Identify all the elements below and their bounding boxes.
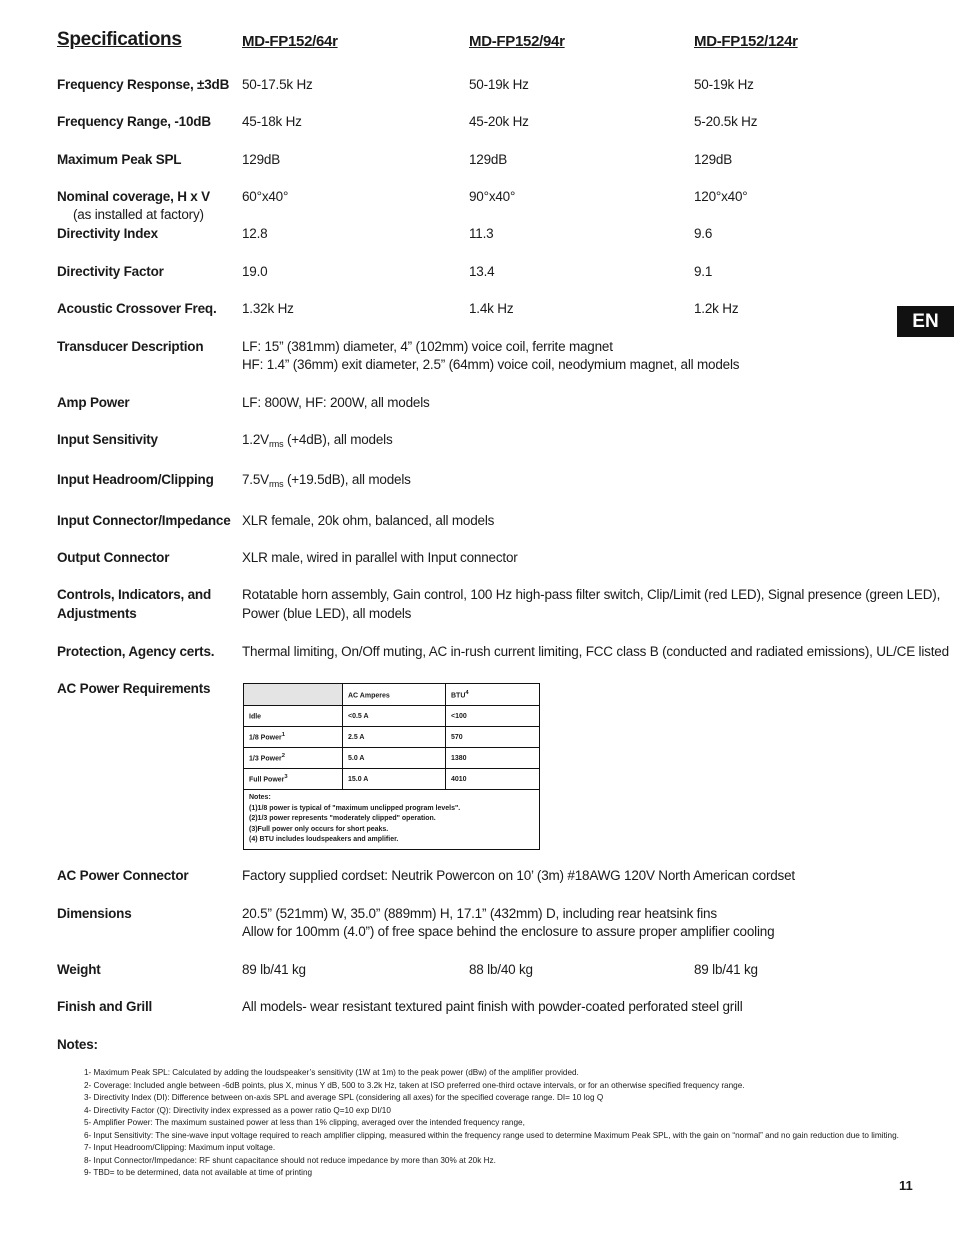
footnote: 8- Input Connector/Impedance: RF shunt capacitance should not reduce impedance by more than 30% at 20k Hz. [84,1155,496,1165]
spec-label: Weight [57,962,101,977]
table-row [244,769,540,790]
footnote: 3- Directivity Index (DI): Difference between on-axis SPL and average SPL (considering all axes) for the specified coverage range. DI= 10 log Q [84,1093,604,1102]
table-row [244,748,540,769]
spec-value: 5-20.5k Hz [694,114,758,129]
table-cell [244,706,343,727]
spec-value [242,471,411,493]
table-header-cell [244,684,343,706]
spec-value: Factory supplied cordset: Neutrik Powercon on 10’ (3m) #18AWG 120V North American cordset [242,868,795,883]
spec-value: XLR female, 20k ohm, balanced, all models [242,513,495,528]
spec-label: Nominal coverage, H x V [57,189,210,204]
footnote: 4- Directivity Factor (Q): Directivity index expressed as a power ratio Q=10 exp DI/10 [84,1105,391,1115]
spec-value: 129dB [469,152,508,167]
spec-value: 1.4k Hz [469,301,514,316]
spec-value: 13.4 [469,264,495,279]
language-tab[interactable]: EN [897,306,954,337]
spec-sublabel: (as installed at factory) [73,207,204,222]
spec-value: 88 lb/40 kg [469,962,533,977]
spec-value: All models- wear resistant textured paint finish with powder-coated perforated steel grill [242,999,743,1014]
table-note: (4) BTU includes loudspeakers and amplifier. [249,836,399,843]
footnote: 2- Coverage: Included angle between -6dB points, plus X, minus Y dB, 500 to 3.2k Hz, taken at ISO preferred one-third octave intervals, or for an otherwise specified frequency range. [84,1080,745,1090]
model-header-1: MD-FP152/64r [242,33,338,50]
spec-label: Protection, Agency certs. [57,644,215,659]
cell-sup: 3 [284,774,288,781]
spec-value: 129dB [694,152,733,167]
header-sup: 4 [465,689,469,696]
table-cell [244,727,343,748]
spec-value: 50-17.5k Hz [242,77,313,92]
cell-text: 1/3 Power [249,755,282,763]
spec-value: LF: 800W, HF: 200W, all models [242,395,430,410]
spec-value: 50-19k Hz [694,77,754,92]
spec-value: 1.2k Hz [694,301,739,316]
header-text: BTU [451,692,466,700]
spec-label: Input Headroom/Clipping [57,472,214,487]
cell-sup: 1 [281,732,285,739]
model-header-3: MD-FP152/124r [694,33,798,50]
ac-power-table [243,683,540,850]
cell-sup: 2 [281,753,285,760]
table-notes-row [244,790,540,850]
spec-value [242,431,393,453]
spec-label: Output Connector [57,550,170,565]
table-row [244,727,540,748]
spec-label: Controls, Indicators, and [57,587,212,602]
cell-text: Full Power [249,776,285,784]
footnote: 6- Input Sensitivity: The sine-wave input voltage required to reach amplifier clipping, measured within the frequency range used to determine Maximum Peak SPL, with the gain on “normal” and no gain reduction due to limiting. [84,1130,899,1140]
spec-label: Transducer Description [57,339,204,354]
table-notes [244,790,540,850]
table-note: (1)1/8 power is typical of "maximum unclipped program levels". [249,804,461,812]
spec-label: Input Sensitivity [57,432,158,447]
spec-label: Acoustic Crossover Freq. [57,301,217,316]
spec-value: XLR male, wired in parallel with Input connector [242,550,518,565]
value-subscript: rms [268,439,284,449]
spec-label: Input Connector/Impedance [57,513,231,528]
spec-label: Directivity Factor [57,264,164,279]
spec-label: Maximum Peak SPL [57,152,182,167]
table-cell: 570 [446,727,540,748]
footnotes-list [84,1067,930,1180]
table-cell [244,748,343,769]
spec-value-line: Allow for 100mm (4.0”) of free space behind the enclosure to assure proper amplifier cooling [242,924,775,939]
spec-value-line: 20.5” (521mm) W, 35.0” (889mm) H, 17.1” (432mm) D, including rear heatsink fins [242,906,717,921]
page-title: Specifications [57,29,182,50]
spec-value: 45-20k Hz [469,114,529,129]
notes-title: Notes: [57,1037,98,1052]
spec-value: 45-18k Hz [242,114,302,129]
table-header-cell [343,684,446,706]
table-cell [244,769,343,790]
table-cell: <0.5 A [343,706,446,727]
spec-value: 9.1 [694,264,713,279]
page-number: 11 [899,1178,913,1193]
spec-value: 11.3 [469,226,494,241]
spec-label: Finish and Grill [57,999,153,1014]
value-text: (+4dB), all models [283,432,393,447]
spec-value: 1.32k Hz [242,301,294,316]
spec-value: 9.6 [694,226,713,241]
spec-value: 19.0 [242,264,268,279]
spec-label: Directivity Index [57,226,158,241]
spec-value-line: Power (blue LED), all models [242,606,412,621]
cell-text: Idle [249,713,262,721]
spec-label: Amp Power [57,395,130,410]
table-note: (3)Full power only occurs for short peaks. [249,825,389,833]
cell-text: 1/8 Power [249,734,282,742]
table-cell: <100 [446,706,540,727]
spec-label: Dimensions [57,906,132,921]
table-note: Notes: [249,794,271,801]
table-header-row [244,684,540,706]
spec-value-line: LF: 15” (381mm) diameter, 4” (102mm) voice coil, ferrite magnet [242,339,613,354]
spec-value: 60°x40° [242,189,289,204]
table-cell: 2.5 A [343,727,446,748]
spec-label: AC Power Connector [57,868,189,883]
model-header-2: MD-FP152/94r [469,33,565,50]
spec-value: 89 lb/41 kg [694,962,758,977]
value-text: 1.2V [242,432,269,447]
footnote: 1- Maximum Peak SPL: Calculated by adding the loudspeaker’s sensitivity (1W at 1m) to the peak power (dBw) of the amplifier provided. [84,1068,579,1077]
spec-label: AC Power Requirements [57,681,211,696]
spec-value: 90°x40° [469,189,516,204]
footnote: 5- Amplifier Power: The maximum sustained power at less than 1% clipping, averaged over the intended frequency range, [84,1118,525,1127]
table-note: (2)1/3 power represents "moderately clipped" operation. [249,815,436,822]
value-text: (+19.5dB), all models [283,472,411,487]
table-cell: 4010 [446,769,540,790]
value-subscript: rms [268,479,284,489]
spec-value: 129dB [242,152,281,167]
spec-value: 50-19k Hz [469,77,529,92]
value-text: 7.5V [242,472,269,487]
table-cell: 1380 [446,748,540,769]
spec-label: Frequency Response, ±3dB [57,77,230,92]
spec-value-line: HF: 1.4” (36mm) exit diameter, 2.5” (64mm) voice coil, neodymium magnet, all models [242,357,740,372]
header-text: AC Amperes [348,692,390,700]
spec-label: Frequency Range, -10dB [57,114,211,129]
spec-value: 12.8 [242,226,268,241]
spec-value: 120°x40° [694,189,748,204]
footnote: 7- Input Headroom/Clipping: Maximum input voltage. [84,1143,276,1152]
table-row [244,706,540,727]
spec-value-line: Rotatable horn assembly, Gain control, 100 Hz high-pass filter switch, Clip/Limit (red LED), Signal presence (green LED), [242,587,941,602]
table-cell: 15.0 A [343,769,446,790]
table-cell: 5.0 A [343,748,446,769]
table-header-cell [446,684,540,706]
spec-label: Adjustments [57,606,137,621]
spec-value: Thermal limiting, On/Off muting, AC in-rush current limiting, FCC class B (conducted and radiated emissions), UL/CE listed [242,644,949,659]
footnote: 9- TBD= to be determined, data not available at time of printing [84,1168,313,1177]
spec-value: 89 lb/41 kg [242,962,306,977]
